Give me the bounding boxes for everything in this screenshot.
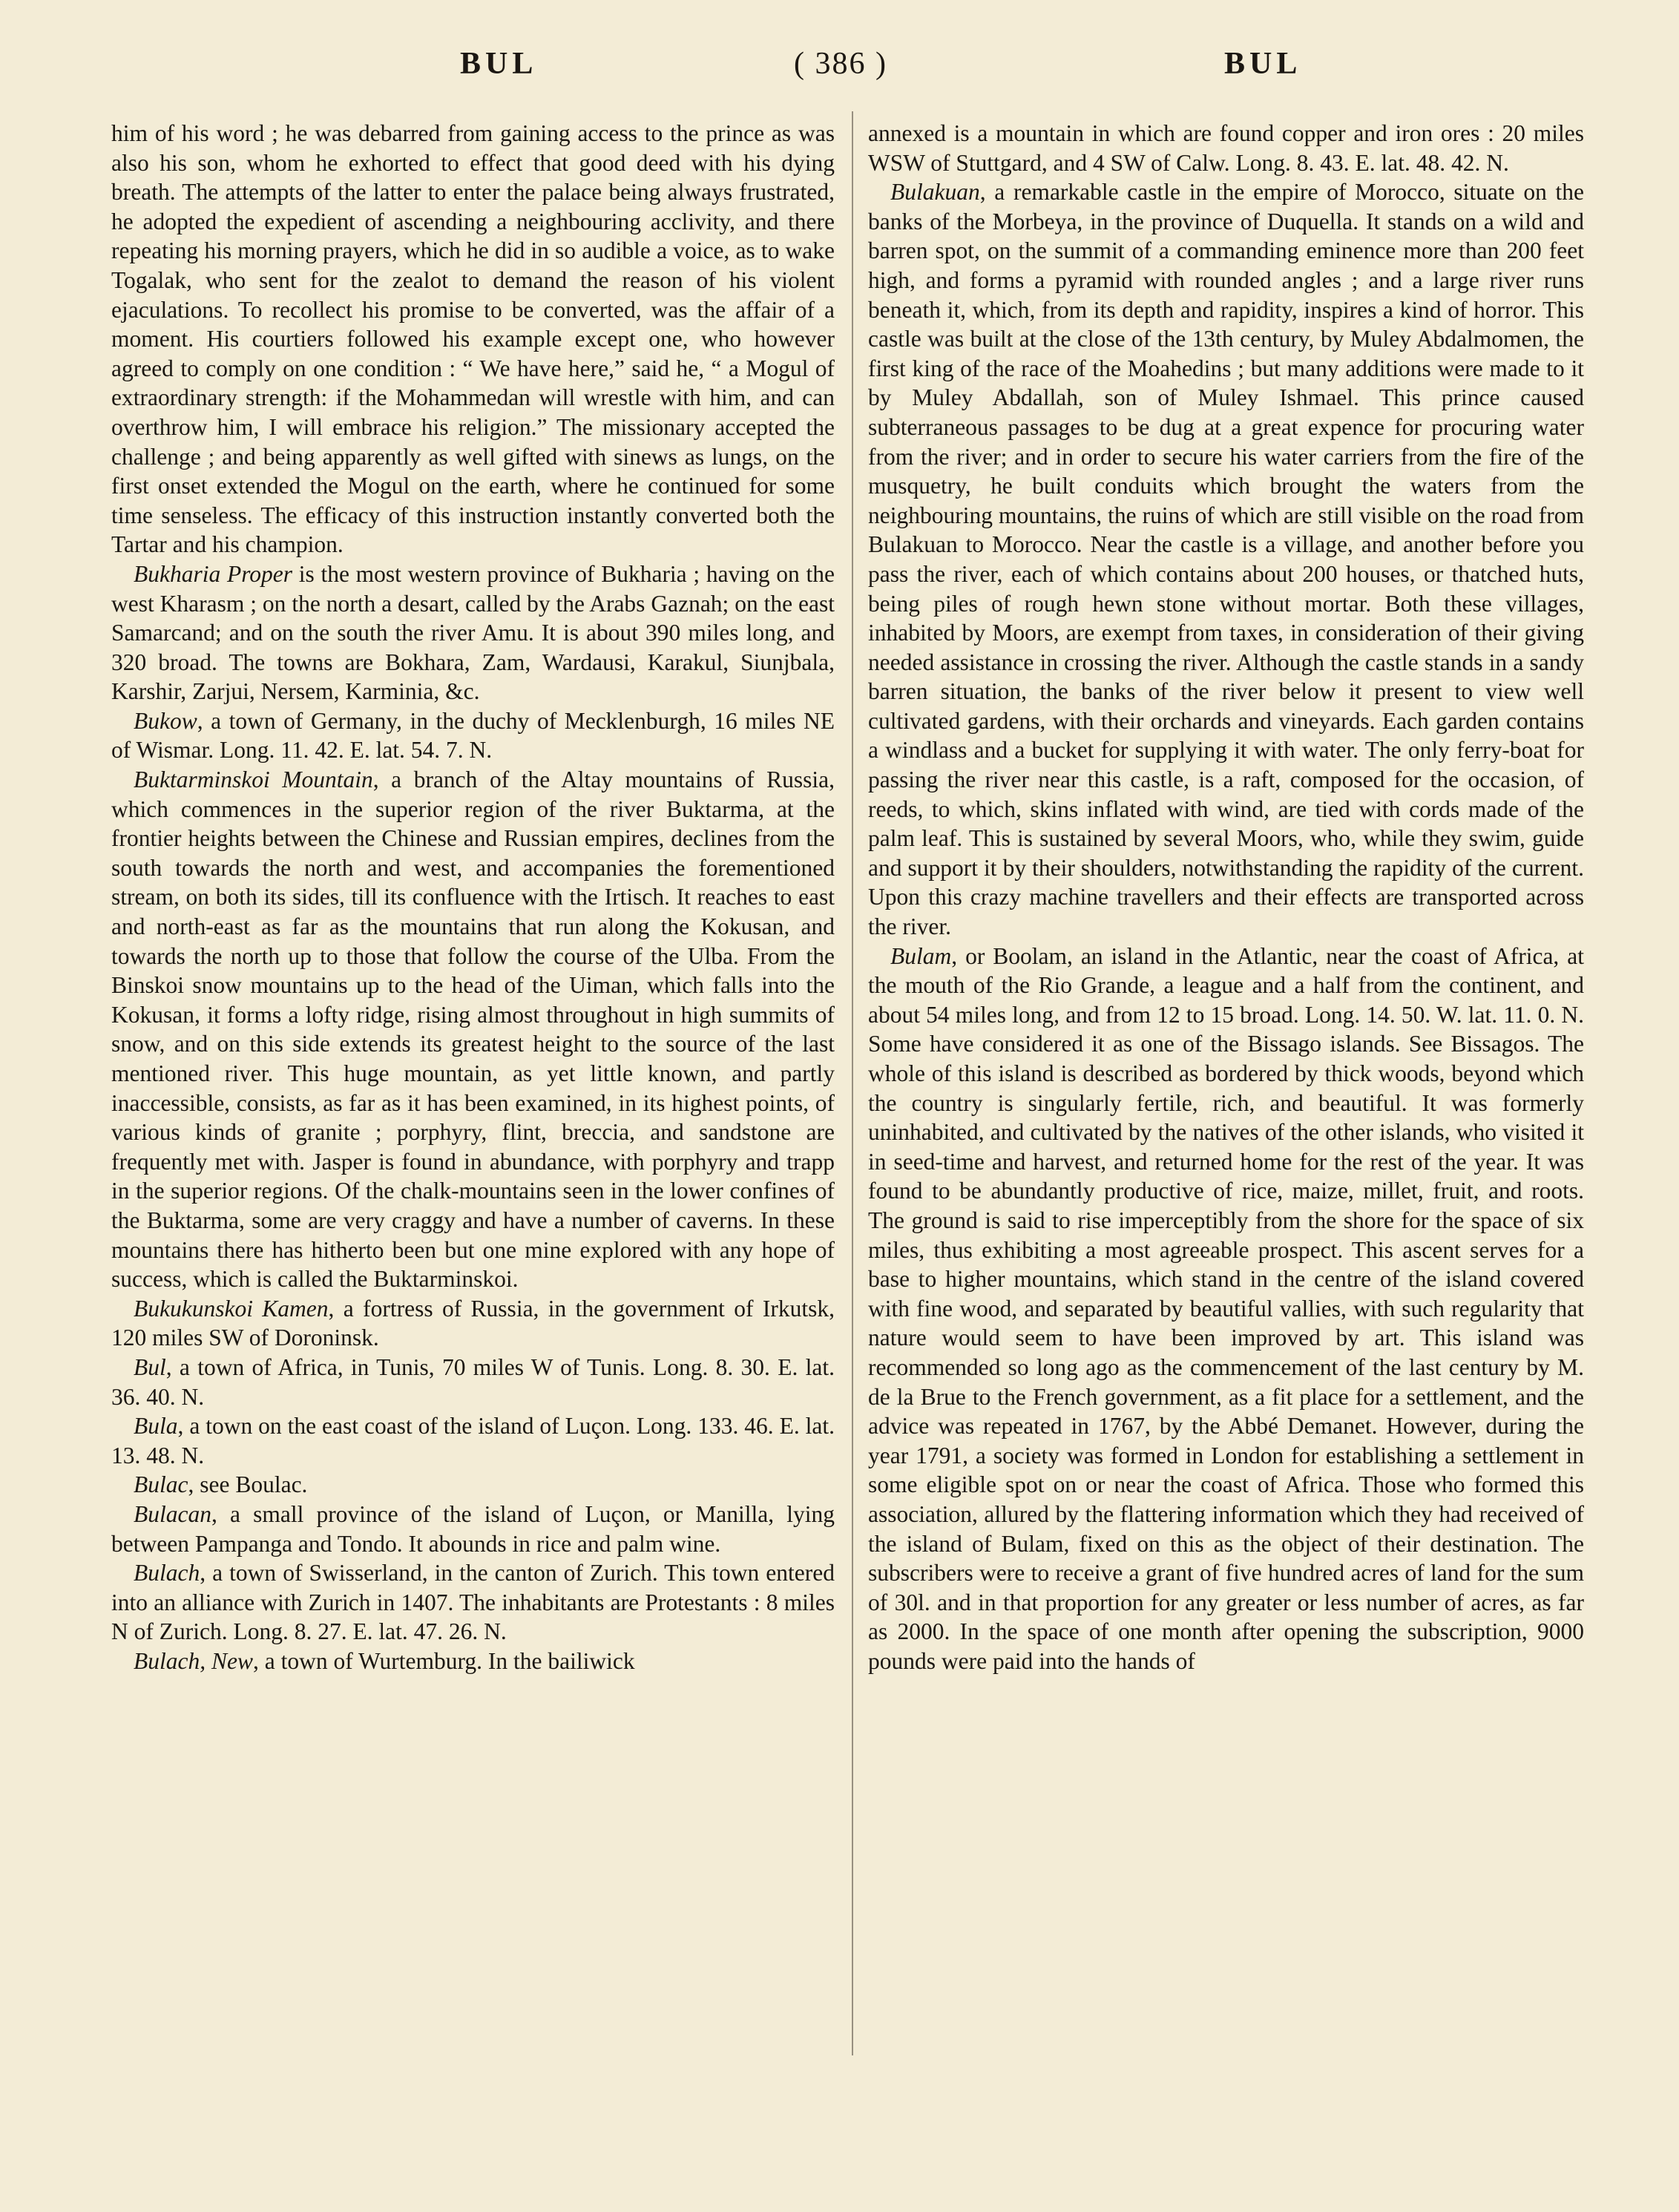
dictionary-entry (111, 1558, 835, 1647)
dictionary-entry (111, 559, 835, 706)
entry-headword: Bulacan (134, 1500, 211, 1527)
entry-text: is the most western province of Bukharia ; having on the west Kharasm ; on the north a desart, called by the Arabs Gaznah; on the east Samarcand; and on the south the river Amu. It is about 390 miles long, and 320 broad. The towns are Bokhara, Zam, Wardausi, Karakul, Siunjbala, Karshir, Zarjui, Nersem, Karminia, &c. (111, 560, 835, 705)
entry-text: , a branch of the Altay mountains of Russia, which commences in the superior region of the river Buktarma, at the frontier heights between the Chinese and Russian empires, declines from the south towards the north and west, and accompanies the forementioned stream, on both its sides, till its confluence with the Irtisch. It reaches to east and north-east as far as the mountains that run along the Kokusan, and towards the north up to those that follow the course of the Ulba. From the Binskoi snow mountains up to the head of the Uiman, which falls into the Kokusan, it forms a lofty ridge, rising almost throughout in high summits of snow, and on this side extends its greatest height to the source of the last mentioned river. This huge mountain, as yet little known, and partly inaccessible, consists, as far as it has been examined, in its highest points, of various kinds of granite ; porphyry, flint, breccia, and sandstone are frequently met with. Jasper is found in abundance, with porphyry and trapp in the superior regions. Of the chalk-mountains seen in the lower confines of the Buktarma, some are very craggy and have a number of caverns. In these mountains there has hitherto been but one mine explored with any hope of success, which is called the Buktarminskoi. (111, 767, 835, 1293)
entry-text: , a fortress of Russia, in the government of Irkutsk, 120 miles SW of Doroninsk. (111, 1295, 835, 1351)
entry-text: , see Boulac. (188, 1471, 308, 1498)
running-header (111, 46, 1565, 91)
page-number: ( 386 ) (794, 47, 887, 81)
entry-headword: Bukukunskoi Kamen (134, 1295, 329, 1322)
entry-text: , a town of Wurtemburg. In the bailiwick (252, 1647, 635, 1674)
column-divider (852, 111, 853, 2055)
entry-text: , a town of Africa, in Tunis, 70 miles W of Tunis. Long. 8. 30. E. lat. 36. 40. N. (111, 1353, 835, 1410)
entry-text: , a remarkable castle in the empire of Morocco, situate on the banks of the Morbeya, in the province of Duquella. It stands on a wild and barren spot, on the summit of a commanding eminence more than 200 feet high, and forms a pyramid with rounded angles ; and a large river runs beneath it, which, from its depth and rapidity, inspires a kind of horror. This castle was built at the close of the 13th century, by Muley Abdalmomen, the first king of the race of the Moahedins ; but many additions were made to it by Muley Abdallah, son of Muley Ishmael. This prince caused subterraneous passages to be dug at a great expence for procuring water from the river; and in order to secure his water carriers from the fire of the musquetry, he built conduits which brought the waters from the neighbouring mountains, the ruins of which are still visible on the road from Bulakuan to Morocco. Near the castle is a village, and another before you pass the river, each of which contains about 200 houses, or thatched huts, being piles of rough hewn stone without mortar. Both these villages, inhabited by Moors, are exempt from taxes, in consideration of their giving needed assistance in crossing the river. Although the castle stands in a sandy barren situation, the banks of the river below it present to view well cultivated gardens, with their orchards and vineyards. Each garden contains a windlass and a bucket for supplying it with water. The only ferry-boat for passing the river near this castle, is a raft, composed for the occasion, of reeds, to which, skins inflated with wind, are tied with cords made of the palm leaf. This is sustained by several Moors, who, while they swim, guide and support it by their shoulders, notwithstanding the rapidity of the current. Upon this crazy machine travellers and their effects are transported across the river. (868, 179, 1584, 940)
dictionary-entry (111, 1353, 835, 1411)
dictionary-entry (111, 706, 835, 765)
dictionary-entry (868, 119, 1584, 177)
dictionary-entry (111, 765, 835, 1294)
dictionary-entry (868, 177, 1584, 941)
entry-text: him of his word ; he was debarred from gaining access to the prince as was also his son, whom he exhorted to effect that good deed with his dying breath. The attempts of the latter to enter the palace being always frustrated, he adopted the expedient of ascending a neighbouring acclivity, and there repeating his morning prayers, which he did in so audible a voice, as to wake Togalak, who sent for the zealot to demand the reason of his violent ejaculations. To recollect his promise to be converted, was the affair of a moment. His courtiers followed his example except one, who however agreed to comply on one condition : “ We have here,” said he, “ a Mogul of extraordinary strength: if the Mohammedan will wrestle with him, and can overthrow him, I will embrace his religion.” The missionary accepted the challenge ; and being apparently as well gifted with sinews as lungs, on the first onset extended the Mogul on the earth, where he continued for some time senseless. The efficacy of this instruction instantly converted both the Tartar and his champion. (111, 120, 835, 558)
entry-headword: Buktarminskoi Mountain (134, 767, 373, 793)
dictionary-entry (111, 1647, 835, 1676)
dictionary-entry (111, 119, 835, 559)
dictionary-entry (111, 1470, 835, 1500)
entry-headword: Bulakuan (890, 179, 980, 206)
right-column (868, 119, 1584, 1676)
entry-text: , a town on the east coast of the island of Luçon. Long. 133. 46. E. lat. 13. 48. N. (111, 1413, 835, 1468)
entry-headword: Bula (134, 1413, 178, 1440)
header-right-word: BUL (1224, 47, 1302, 81)
entry-headword: Bukharia Proper (134, 560, 293, 587)
entry-headword: Bulam (890, 942, 952, 969)
left-column (111, 119, 835, 1676)
dictionary-entry (111, 1411, 835, 1470)
entry-text: , a town of Swisserland, in the canton of Zurich. This town entered into an alliance with Zurich in 1407. The inhabitants are Protestants : 8 miles N of Zurich. Long. 8. 27. E. lat. 47. 26. N. (111, 1560, 835, 1645)
entry-headword: Bukow (134, 707, 197, 734)
entry-headword: Bulach (134, 1560, 200, 1586)
dictionary-entry (111, 1500, 835, 1558)
entry-text: , a small province of the island of Luçon, or Manilla, lying between Pampanga and Tondo. It abounds in rice and palm wine. (111, 1500, 835, 1557)
header-left-word: BUL (460, 47, 538, 81)
entry-headword: Bulach, New (134, 1647, 253, 1674)
entry-headword: Bulac (134, 1471, 188, 1498)
dictionary-entry (868, 942, 1584, 1676)
entry-text: annexed is a mountain in which are found copper and iron ores : 20 miles WSW of Stuttgard, and 4 SW of Calw. Long. 8. 43. E. lat. 48. 42. N. (868, 120, 1584, 176)
entry-headword: Bul (134, 1353, 166, 1380)
entry-text: , a town of Germany, in the duchy of Mecklenburgh, 16 miles NE of Wismar. Long. 11. 42. E. lat. 54. 7. N. (111, 707, 835, 764)
entry-text: , or Boolam, an island in the Atlantic, near the coast of Africa, at the mouth of the Rio Grande, a league and a half from the continent, and about 54 miles long, and from 12 to 15 broad. Long. 14. 50. W. lat. 11. 0. N. Some have considered it as one of the Bissago islands. See Bissagos. The whole of this island is described as bordered by thick woods, beyond which the country is singularly fertile, rich, and beautiful. It was formerly uninhabited, and cultivated by the natives of the other islands, who visited it in seed-time and harvest, and returned home for the rest of the year. It was found to be abundantly productive of rice, maize, millet, fruit, and roots. The ground is said to rise imperceptibly from the shore for the space of six miles, thus exhibiting a most agreeable prospect. This ascent serves for a base to higher mountains, which stand in the centre of the island covered with fine wood, and separated by beautiful vallies, with such regularity that nature would seem to have been improved by art. This island was recommended so long ago as the commencement of the last century by M. de la Brue to the French government, as a fit place for a settlement, and the advice was repeated in 1767, by the Abbé Demanet. However, during the year 1791, a society was formed in London for establishing a settlement in some eligible spot on or near the coast of Africa. Those who formed this association, allured by the flattering information which they had received of the island of Bulam, fixed on this as the object of their destination. The subscribers were to receive a grant of five hundred acres of land for the sum of 30l. and in that proportion for any greater or less number of acres, as far as 2000. In the space of one month after opening the subscription, 9000 pounds were paid into the hands of (868, 942, 1584, 1674)
dictionary-entry (111, 1294, 835, 1353)
